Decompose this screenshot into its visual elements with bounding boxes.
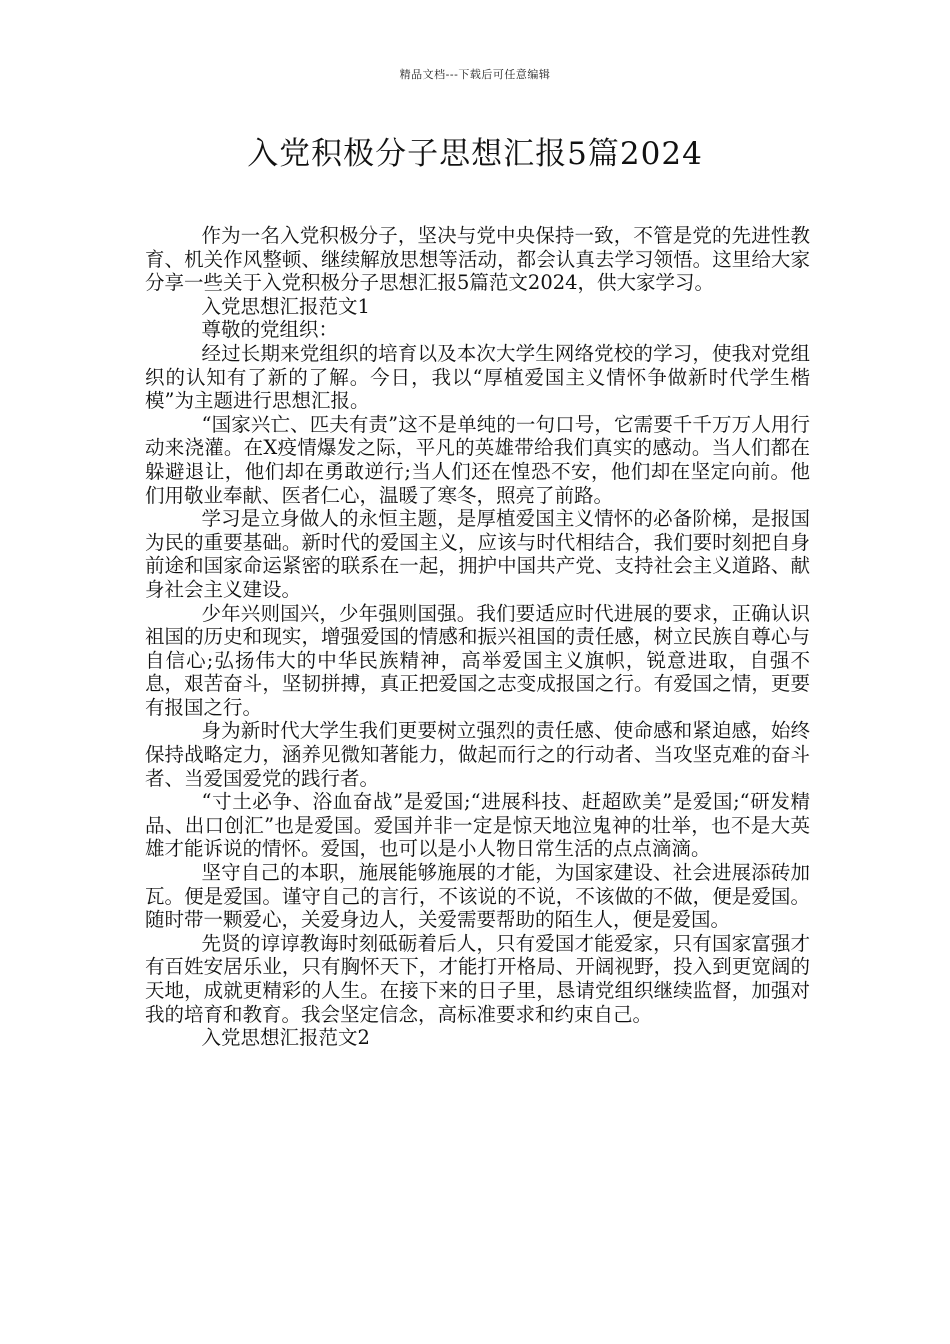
- body-paragraph: 先贤的谆谆教诲时刻砥砺着后人，只有爱国才能爱家，只有国家富强才有百姓安居乐业，只有胸怀天下，才能打开格局、开阔视野，投入到更宽阔的天地，成就更精彩的人生。在接下来的日子里，恳请党组织继续监督，加强对我的培育和教育。我会坚定信念，高标准要求和约束自己。: [145, 931, 810, 1026]
- body-paragraph: “寸土必争、浴血奋战”是爱国;“进展科技、赶超欧美”是爱国;“研发精品、出口创汇”也是爱国。爱国并非一定是惊天地泣鬼神的壮举，也不是大英雄才能诉说的情怀。爱国，也可以是小人物日常生活的点点滴滴。: [145, 790, 810, 861]
- salutation: 尊敬的党组织：: [201, 318, 339, 342]
- body-paragraph: “国家兴亡、匹夫有责”这不是单纯的一句口号，它需要千千万万人用行动来浇灌。在X疫情爆发之际，平凡的英雄带给我们真实的感动。当人们都在躲避退让，他们却在勇敢逆行;当人们还在惶恐不安，他们却在坚定向前。他们用敬业奉献、医者仁心，温暖了寒冬，照亮了前路。: [145, 412, 810, 507]
- section-heading-2: 入党思想汇报范文2: [201, 1026, 370, 1050]
- body-paragraph: 少年兴则国兴，少年强则国强。我们要适应时代进展的要求，正确认识祖国的历史和现实，增强爱国的情感和振兴祖国的责任感，树立民族自尊心与自信心;弘扬伟大的中华民族精神，高举爱国主义旗帜，锐意进取，自强不息，艰苦奋斗，坚韧拼搏，真正把爱国之志变成报国之行。有爱国之情，更要有报国之行。: [145, 601, 810, 719]
- intro-paragraph: 作为一名入党积极分子，坚决与党中央保持一致，不管是党的先进性教育、机关作风整顿、继续解放思想等活动，都会认真去学习领悟。这里给大家分享一些关于入党积极分子思想汇报5篇范文2024，供大家学习。: [145, 224, 810, 295]
- page-header-note: 精品文档---下载后可任意编辑: [399, 68, 551, 81]
- section-heading-1: 入党思想汇报范文1: [201, 294, 370, 318]
- body-paragraph: 学习是立身做人的永恒主题，是厚植爱国主义情怀的必备阶梯，是报国为民的重要基础。新时代的爱国主义，应该与时代相结合，我们要时刻把自身前途和国家命运紧密的联系在一起，拥护中国共产党、支持社会主义道路、献身社会主义建设。: [145, 507, 810, 601]
- body-paragraph: 身为新时代大学生我们更要树立强烈的责任感、使命感和紧迫感，始终保持战略定力，涵养见微知著能力，做起而行之的行动者、当攻坚克难的奋斗者、当爱国爱党的践行者。: [145, 719, 810, 790]
- document-body: [145, 224, 810, 1050]
- body-paragraph: 坚守自己的本职，施展能够施展的才能，为国家建设、社会进展添砖加瓦。便是爱国。谨守自己的言行，不该说的不说，不该做的不做，便是爱国。随时带一颗爱心，关爱身边人，关爱需要帮助的陌生人，便是爱国。: [145, 861, 810, 932]
- body-paragraph: 经过长期来党组织的培育以及本次大学生网络党校的学习，使我对党组织的认知有了新的了解。今日，我以“厚植爱国主义情怀争做新时代学生楷模”为主题进行思想汇报。: [145, 341, 810, 413]
- document-title: 入党积极分子思想汇报5篇2024: [247, 136, 703, 172]
